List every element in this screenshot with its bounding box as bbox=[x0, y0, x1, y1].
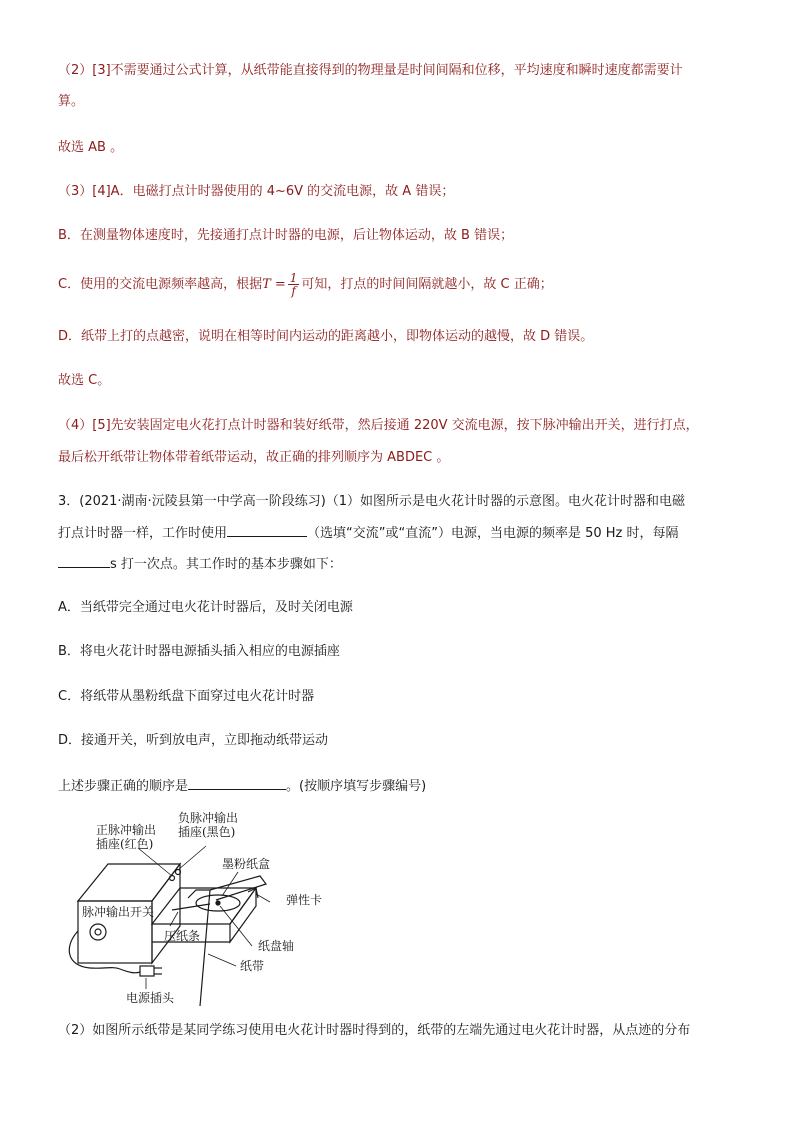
leader-toner bbox=[222, 872, 238, 896]
formula-lhs: T = bbox=[262, 277, 286, 292]
answer-part3-option-a: （3）[4]A．电磁打点计时器使用的 4~6V 的交流电源，故 A 错误； bbox=[58, 184, 455, 199]
plug-body bbox=[140, 966, 154, 976]
label-reel-axis: 纸盘轴 bbox=[258, 939, 295, 953]
option-c-text-pre: C．使用的交流电源频率越高，根据 bbox=[58, 277, 263, 292]
leader-reel bbox=[220, 906, 252, 946]
step-d: D．接通开关，听到放电声，立即拖动纸带运动 bbox=[58, 733, 329, 748]
label-pos-socket-1: 正脉冲输出 bbox=[96, 823, 157, 837]
reel-axis-dot bbox=[216, 901, 220, 905]
label-tape: 纸带 bbox=[240, 959, 265, 973]
label-press-strip: 压纸条 bbox=[164, 929, 201, 943]
spark-timer-diagram bbox=[60, 806, 380, 1006]
answer-part4-line1: （4）[5]先安装固定电火花打点计时器和装好纸带，然后接通 220V 交流电源，按下脉冲输出开关，进行打点， bbox=[58, 418, 699, 433]
switch-outer bbox=[90, 924, 106, 940]
answer-part3-option-b: B．在测量物体速度时，先接通打点计时器的电源，后让物体运动，故 B 错误； bbox=[58, 228, 514, 243]
label-neg-socket-2: 插座(黑色) bbox=[178, 825, 236, 839]
option-c-text-post: 可知，打点的时间间隔就越小，故 C 正确； bbox=[301, 277, 553, 292]
label-toner-box: 墨粉纸盒 bbox=[222, 857, 271, 871]
formula-numerator: 1 bbox=[289, 271, 298, 285]
answer-part2-line1: （2）[3]不需要通过公式计算，从纸带能直接得到的物理量是时间间隔和位移，平均速度和瞬时速度都需要计 bbox=[58, 63, 683, 78]
positive-socket bbox=[170, 876, 175, 881]
tray-side bbox=[230, 888, 256, 942]
answer-part2-line2: 算。 bbox=[58, 94, 85, 109]
answer-part3-option-c bbox=[58, 272, 748, 297]
blank-current-type[interactable] bbox=[227, 522, 307, 537]
label-plug: 电源插头 bbox=[126, 991, 175, 1005]
blank-interval[interactable] bbox=[58, 553, 110, 568]
label-pos-socket-2: 插座(红色) bbox=[96, 837, 154, 851]
label-spring-clip: 弹性卡 bbox=[286, 893, 323, 907]
timer-box-side bbox=[152, 864, 180, 963]
label-neg-socket-1: 负脉冲输出 bbox=[178, 811, 239, 825]
tray-top bbox=[152, 888, 256, 924]
order-question-post: 。(按顺序填写步骤编号) bbox=[286, 779, 427, 794]
leader-neg-socket bbox=[178, 846, 206, 870]
answer-part3-option-d: D．纸带上打的点越密，说明在相等时间内运动的距离越小，即物体运动的越慢，故 D 错误。 bbox=[58, 329, 594, 344]
leader-pos-socket bbox=[138, 848, 172, 876]
order-question-pre: 上述步骤正确的顺序是 bbox=[58, 779, 189, 794]
step-c: C．将纸带从墨粉纸盘下面穿过电火花计时器 bbox=[58, 689, 315, 704]
blank-order[interactable] bbox=[188, 775, 286, 790]
question3-line2 bbox=[58, 522, 748, 545]
formula-denominator: f bbox=[291, 284, 296, 298]
question3-line3 bbox=[58, 553, 748, 576]
step-b: B．将电火花计时器电源插头插入相应的电源插座 bbox=[58, 644, 340, 659]
answer-part4-line2: 最后松开纸带让物体带着纸带运动，故正确的排列顺序为 ABDEC 。 bbox=[58, 450, 450, 465]
leader-tape bbox=[208, 954, 236, 966]
switch-inner bbox=[95, 929, 101, 935]
question3-line1: 3．(2021·湖南·沅陵县第一中学高一阶段练习)（1）如图所示是电火花计时器的示意图。电火花计时器和电磁 bbox=[58, 494, 686, 509]
answer-choose-c: 故选 C。 bbox=[58, 373, 111, 388]
answer-choose-ab: 故选 AB 。 bbox=[58, 140, 124, 155]
question3-line2-pre: 打点计时器一样，工作时使用 bbox=[58, 526, 228, 541]
label-switch: 脉冲输出开关 bbox=[82, 905, 155, 919]
order-question bbox=[58, 775, 748, 798]
question3-line2-post: （选填“交流”或“直流”）电源，当电源的频率是 50 Hz 时，每隔 bbox=[307, 526, 679, 541]
question3-part2-line: （2）如图所示纸带是某同学练习使用电火花计时器时得到的，纸带的左端先通过电火花计时器，从点迹的分布 bbox=[58, 1023, 691, 1038]
question3-line3-post: s 打一次点。其工作时的基本步骤如下： bbox=[110, 557, 342, 572]
leader-clip bbox=[256, 894, 270, 902]
formula-fraction bbox=[288, 272, 300, 297]
step-a: A．当纸带完全通过电火花计时器后，及时关闭电源 bbox=[58, 600, 353, 615]
